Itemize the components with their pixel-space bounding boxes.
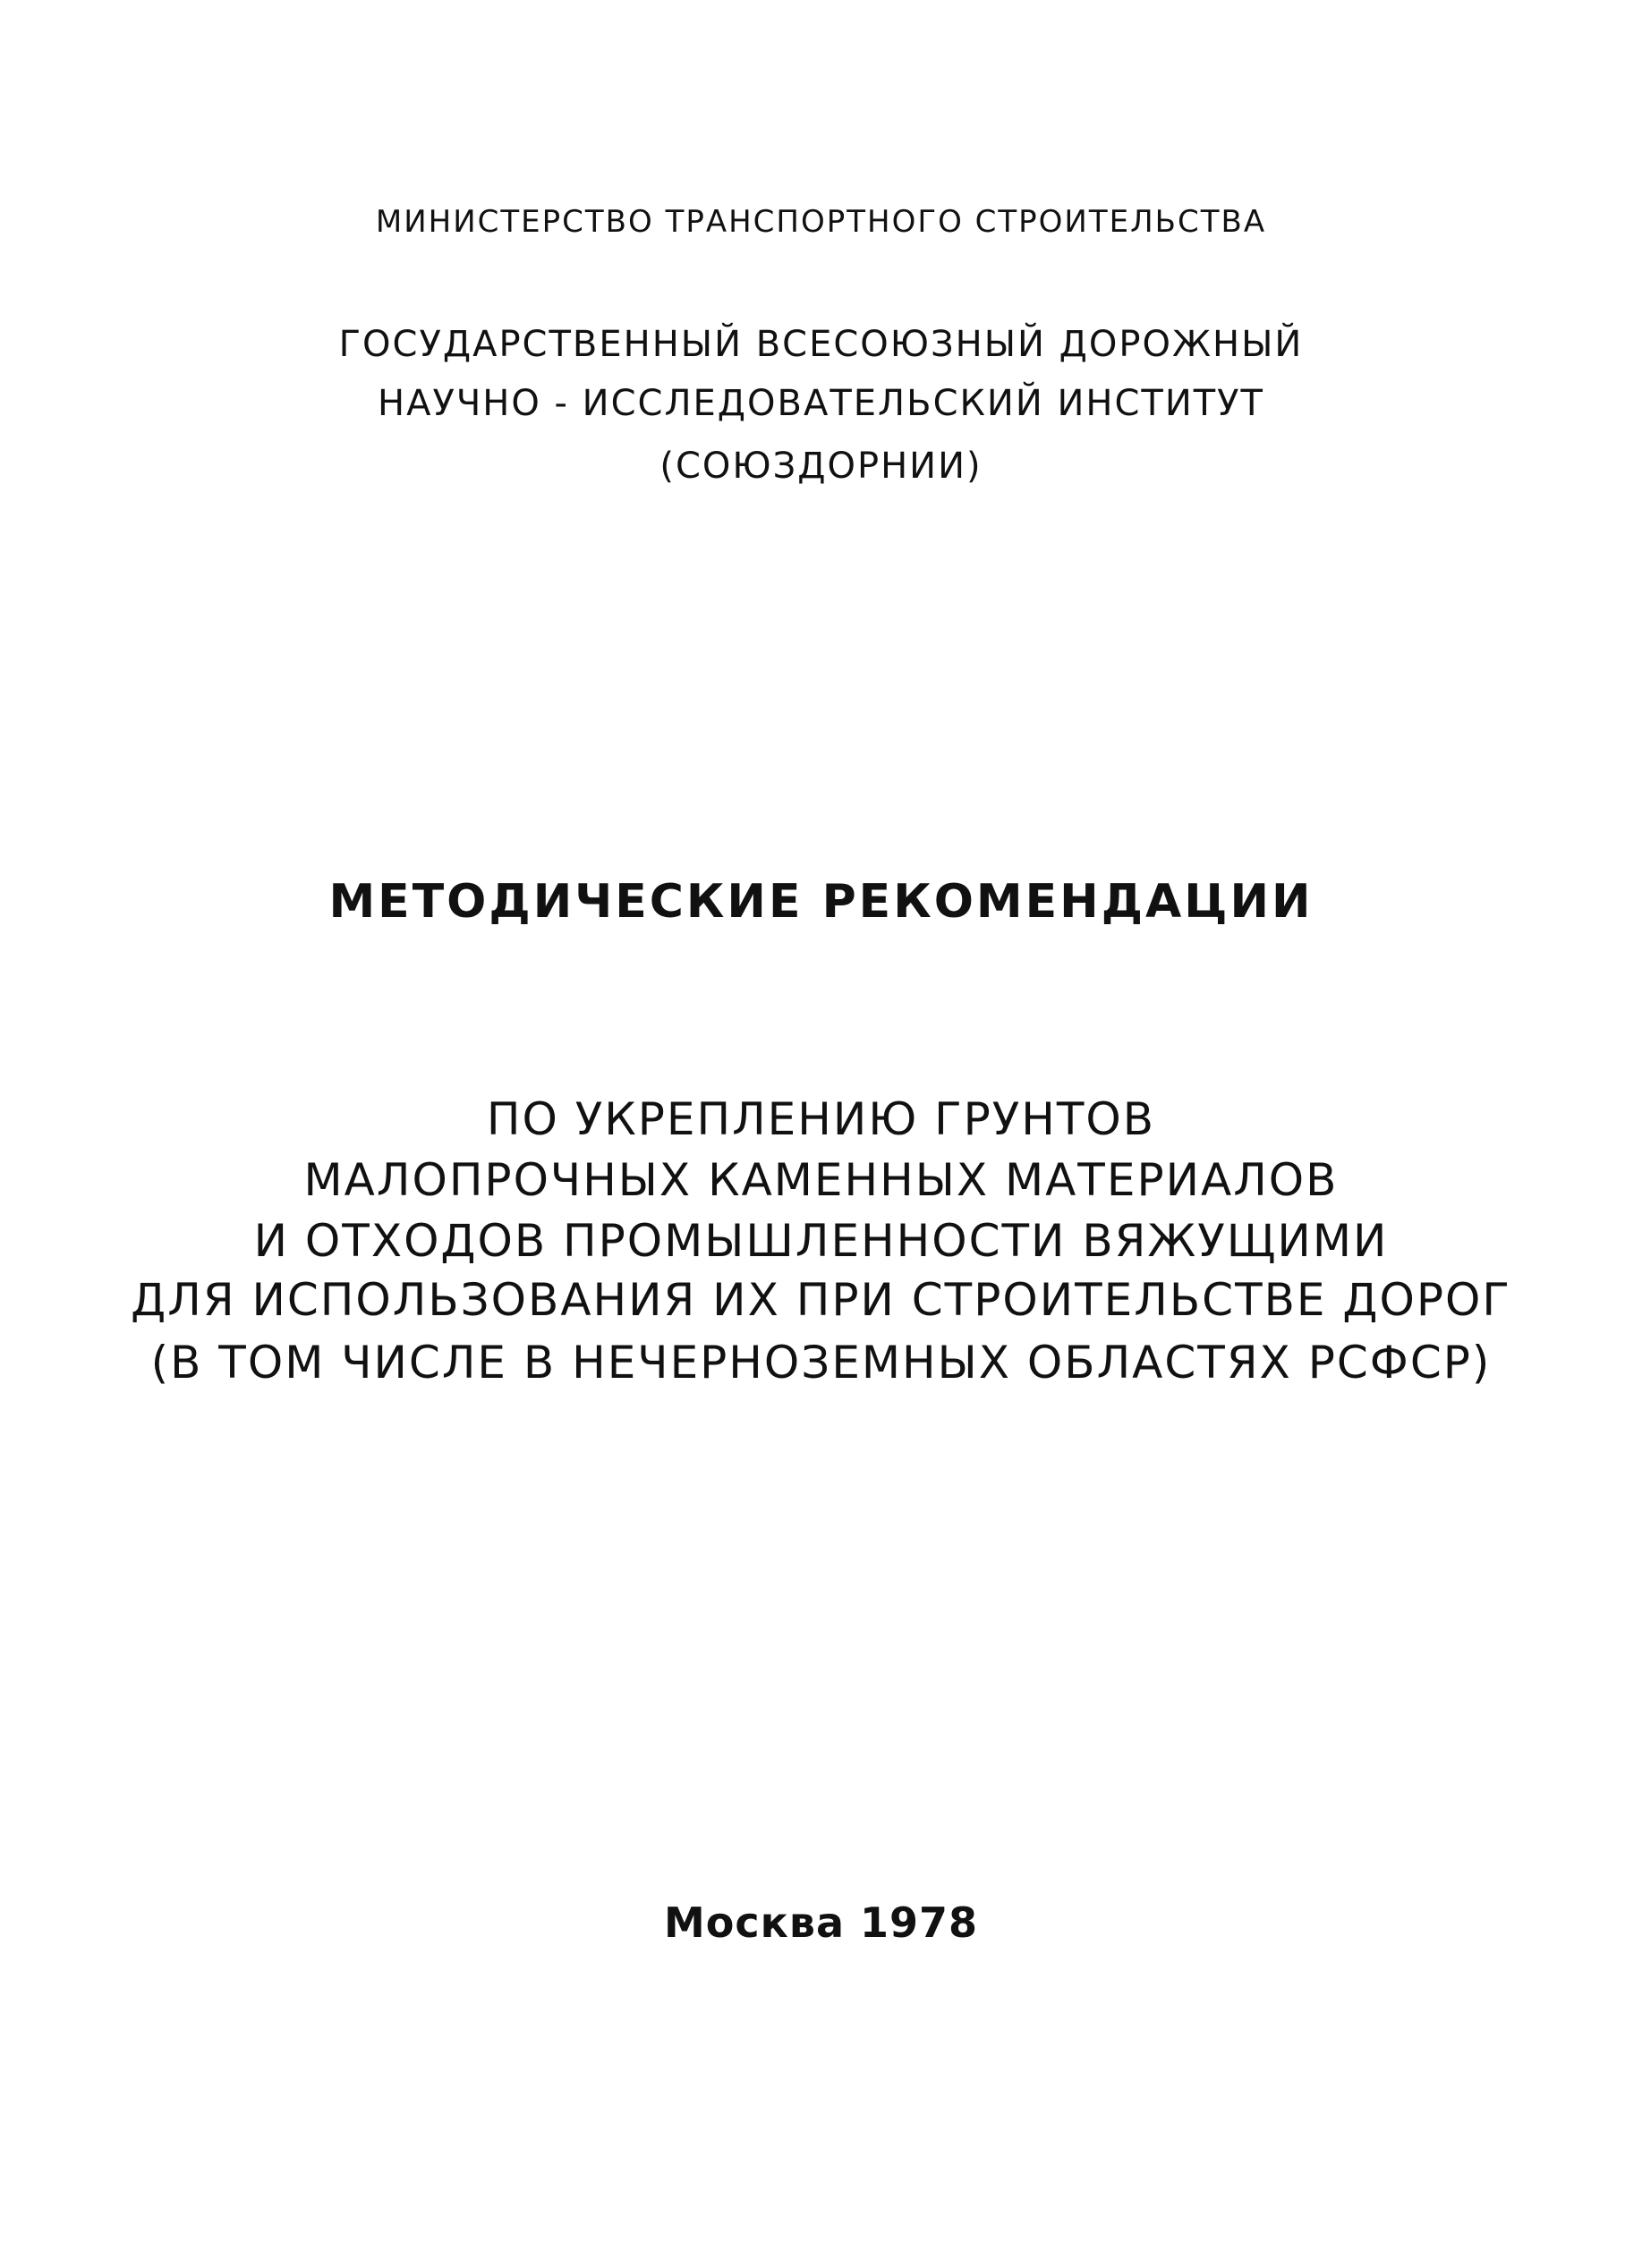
document-title: МЕТОДИЧЕСКИЕ РЕКОМЕНДАЦИИ — [328, 875, 1314, 929]
subtitle-line-5: (В ТОМ ЧИСЛЕ В НЕЧЕРНОЗЕМНЫХ ОБЛАСТЯХ РСФСР) — [150, 1337, 1492, 1389]
subtitle-line-3: И ОТХОДОВ ПРОМЫШЛЕННОСТИ ВЯЖУЩИМИ — [253, 1215, 1389, 1267]
subtitle-line-2: МАЛОПРОЧНЫХ КАМЕННЫХ МАТЕРИАЛОВ — [303, 1154, 1339, 1206]
institute-name-line-2: НАУЧНО - ИССЛЕДОВАТЕЛЬСКИЙ ИНСТИТУТ — [378, 383, 1264, 424]
ministry-name: МИНИСТЕРСТВО ТРАНСПОРТНОГО СТРОИТЕЛЬСТВА — [375, 204, 1267, 240]
subtitle-line-1: ПО УКРЕПЛЕНИЮ ГРУНТОВ — [486, 1093, 1156, 1145]
institute-name-line-1: ГОСУДАРСТВЕННЫЙ ВСЕСОЮЗНЫЙ ДОРОЖНЫЙ — [338, 324, 1304, 365]
subtitle-line-4: ДЛЯ ИСПОЛЬЗОВАНИЯ ИХ ПРИ СТРОИТЕЛЬСТВЕ ДОРОГ — [131, 1274, 1511, 1326]
institute-abbreviation: (СОЮЗДОРНИИ) — [659, 446, 983, 487]
imprint-city-year: Москва 1978 — [663, 1898, 979, 1947]
